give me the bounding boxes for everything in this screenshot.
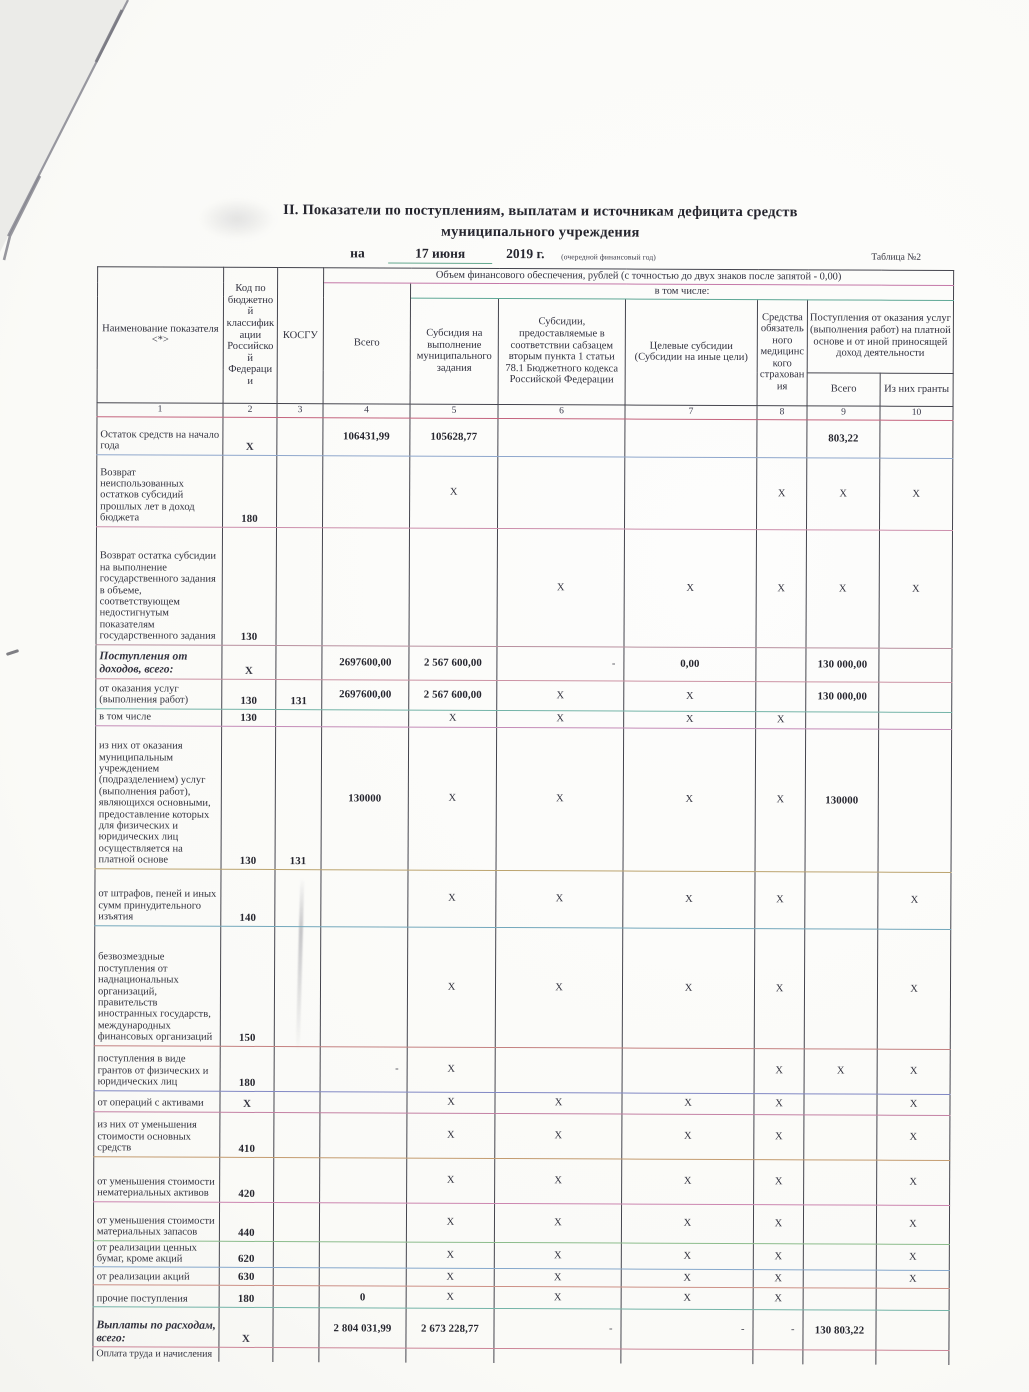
cell xyxy=(621,1349,753,1364)
cell xyxy=(322,527,410,645)
row-label: от реализации акций xyxy=(93,1267,219,1286)
cell: X xyxy=(755,871,805,928)
cell xyxy=(757,419,807,457)
row-label: Оплата труда и начисления xyxy=(93,1347,219,1362)
cell: 130 803,22 xyxy=(803,1310,876,1350)
cell xyxy=(409,528,498,646)
cell xyxy=(879,712,952,729)
cell xyxy=(273,1268,319,1286)
cell: 803,22 xyxy=(807,419,880,457)
cell: 130 000,00 xyxy=(806,681,879,711)
cell: X xyxy=(806,529,880,647)
cell: X xyxy=(878,872,951,929)
cell xyxy=(274,1112,320,1157)
cell: 620 xyxy=(219,1241,273,1268)
cell: - xyxy=(320,1046,407,1091)
cell: X xyxy=(407,1158,495,1203)
cell: - xyxy=(494,1309,621,1350)
col-number: 9 xyxy=(807,405,880,419)
cell: 410 xyxy=(220,1112,274,1157)
cell: 2 567 600,00 xyxy=(409,646,497,680)
cell xyxy=(273,1202,319,1241)
cell xyxy=(756,647,806,681)
cell xyxy=(495,1047,622,1093)
cell: 130 xyxy=(222,709,276,726)
row-label: от уменьшения стоимости нематериальных активов xyxy=(94,1156,220,1202)
col-number: 6 xyxy=(498,404,625,419)
date-year: 2019 г. xyxy=(506,246,545,262)
table-header xyxy=(97,267,954,420)
cell xyxy=(804,1114,877,1159)
cell: X xyxy=(877,929,951,1049)
cell: 2 804 031,99 xyxy=(319,1308,406,1348)
cell: 130 xyxy=(222,679,276,709)
cell: X xyxy=(494,1242,621,1269)
cell: X xyxy=(624,681,756,712)
cell: X xyxy=(622,1114,754,1160)
cell: 130 000,00 xyxy=(806,647,879,681)
cell xyxy=(805,871,878,928)
cell xyxy=(756,681,806,711)
cell: X xyxy=(622,1159,754,1205)
cell xyxy=(804,1159,877,1204)
cell: X xyxy=(754,1048,804,1093)
cell: 130 xyxy=(221,726,276,869)
row-label: от оказания услуг (выполнения работ) xyxy=(96,678,222,709)
date-value: 17 июня xyxy=(388,246,492,264)
cell: 105628,77 xyxy=(410,418,498,456)
cell xyxy=(277,455,323,527)
col-header-paid-services-group: Поступления от оказания услуг (выполнения работ) на платной основе и от иной приносящей доход деятельности xyxy=(807,299,953,373)
col-number: 10 xyxy=(880,406,953,420)
cell: X xyxy=(756,711,806,728)
cell: X xyxy=(621,1243,753,1270)
col-header-subsidy-municipal-task: Субсидия на выполнение муниципального задания xyxy=(410,298,498,404)
band-subtitle: в том числе: xyxy=(411,283,954,300)
page-title-line2: муниципального учреждения xyxy=(440,223,640,241)
cell: X xyxy=(494,1287,621,1310)
row-label: из них от уменьшения стоимости основных средств xyxy=(94,1111,220,1157)
cell xyxy=(319,1241,406,1268)
date-note: (очередной финансовый год) xyxy=(561,252,656,262)
cell: X xyxy=(877,1160,950,1205)
row-label: прочие поступления xyxy=(93,1285,219,1308)
cell xyxy=(275,869,321,926)
cell: X xyxy=(623,728,756,872)
row-label: от штрафов, пеней и иных сумм принудительного изъятия xyxy=(95,868,221,926)
cell xyxy=(277,417,323,455)
cell: X xyxy=(753,1288,803,1310)
cell xyxy=(319,1202,406,1241)
cell: X xyxy=(753,1243,803,1270)
col-number: 4 xyxy=(323,403,410,417)
cell: 420 xyxy=(220,1157,274,1202)
row-label: из них от оказания муниципальным учреждением (подразделением) услуг (выполнения работ), являющихся основными, предоставление которых для физических и юридических лиц осуществляется на платной основе xyxy=(95,725,222,869)
cell xyxy=(319,1348,406,1363)
row-label: от реализации ценных бумаг, кроме акций xyxy=(93,1240,219,1267)
cell: X xyxy=(219,1308,273,1348)
cell xyxy=(879,648,952,682)
cell xyxy=(276,527,323,645)
cell: X xyxy=(879,530,953,648)
cell: 131 xyxy=(275,726,322,869)
cell: 2 567 600,00 xyxy=(409,680,497,710)
cell: X xyxy=(222,645,276,679)
cell xyxy=(876,1351,949,1366)
cell: X xyxy=(877,1049,950,1094)
cell: 150 xyxy=(220,926,275,1046)
table-caption: Таблица №2 xyxy=(871,252,922,263)
cell xyxy=(803,1270,876,1288)
cell: 2697600,00 xyxy=(322,679,409,709)
cell: 131 xyxy=(276,679,322,709)
cell xyxy=(274,1046,320,1091)
col-header-omi-funds: Средства обязательного медицинского страхования xyxy=(757,299,807,405)
cell: X xyxy=(223,417,277,455)
cell xyxy=(803,1204,876,1243)
cell xyxy=(498,418,625,457)
cell: 180 xyxy=(220,1046,274,1091)
row-label: безвозмездные поступления от наднациональных организаций, правительств иностранных государств, международных финансовых организаций xyxy=(94,925,221,1046)
cell: X xyxy=(496,870,623,928)
cell xyxy=(803,1350,876,1365)
cell xyxy=(622,1048,754,1094)
cell: - xyxy=(753,1310,803,1350)
cell xyxy=(274,1091,320,1112)
cell: X xyxy=(406,1203,494,1242)
col-header-name: Наименование показателя <*> xyxy=(97,267,224,403)
col-header-paid-total: Всего xyxy=(807,372,880,405)
col-header-total: Всего xyxy=(323,283,411,404)
cell: X xyxy=(757,457,807,529)
cell xyxy=(273,1308,319,1348)
cell xyxy=(804,928,878,1048)
cell: X xyxy=(876,1271,949,1289)
cell: X xyxy=(409,710,497,727)
cell: 2 673 228,77 xyxy=(406,1309,494,1349)
cell: X xyxy=(495,1113,622,1159)
cell: X xyxy=(621,1204,753,1244)
cell: X xyxy=(408,727,497,870)
row-label: Выплаты по расходам, всего: xyxy=(93,1307,219,1348)
cell: X xyxy=(407,1113,495,1158)
col-number: 7 xyxy=(625,405,757,420)
cell: X xyxy=(495,1158,622,1204)
cell: X xyxy=(754,928,805,1048)
cell xyxy=(625,419,757,458)
cell: 130000 xyxy=(805,728,879,871)
cell xyxy=(494,1349,621,1364)
cell: X xyxy=(621,1269,753,1288)
col-number: 3 xyxy=(277,403,323,417)
cell xyxy=(273,1241,319,1268)
cell: X xyxy=(623,871,755,929)
cell: - xyxy=(621,1309,753,1350)
cell: X xyxy=(408,870,496,927)
cell xyxy=(273,1348,319,1363)
cell: X xyxy=(754,1114,804,1159)
col-number: 8 xyxy=(757,405,807,419)
col-number: 5 xyxy=(410,404,498,418)
cell: X xyxy=(807,457,880,529)
cell xyxy=(273,1286,319,1308)
cell xyxy=(625,457,757,530)
cell: 130000 xyxy=(321,726,409,869)
cell xyxy=(274,926,321,1046)
row-label: от операций с активами xyxy=(94,1090,220,1112)
cell: X xyxy=(407,927,496,1047)
row-label: поступления в виде грантов от физических и юридических лиц xyxy=(94,1045,220,1091)
cell: X xyxy=(220,1091,274,1112)
cell: 130 xyxy=(222,527,277,645)
cell: X xyxy=(494,1203,621,1243)
date-prefix: на xyxy=(350,245,365,261)
cell xyxy=(320,1112,407,1157)
row-label: Остаток средств на начало года xyxy=(97,416,223,455)
cell xyxy=(323,455,410,527)
cell: X xyxy=(497,710,624,728)
cell xyxy=(876,1311,949,1351)
cell: X xyxy=(495,927,623,1048)
cell: 630 xyxy=(219,1268,273,1286)
cell: 140 xyxy=(221,869,275,926)
cell xyxy=(753,1350,803,1365)
cell xyxy=(320,1157,407,1202)
cell xyxy=(878,729,952,872)
cell: X xyxy=(497,528,625,647)
cell: X xyxy=(494,1269,621,1288)
cell: - xyxy=(497,646,624,681)
cell: 106431,99 xyxy=(323,417,410,455)
cell: X xyxy=(406,1242,494,1269)
cell xyxy=(803,1243,876,1270)
cell: X xyxy=(496,727,624,871)
cell: X xyxy=(754,1093,804,1114)
cell: 180 xyxy=(219,1286,273,1308)
cell: X xyxy=(804,1048,877,1093)
cell xyxy=(804,1093,877,1114)
cell: X xyxy=(406,1269,494,1287)
cell xyxy=(276,645,322,679)
cell: X xyxy=(880,458,953,530)
cell xyxy=(406,1349,494,1364)
row-label: Возврат остатка субсидии на выполнение государственного задания в объеме, соответствующем недостигнутым показателям государственного задания xyxy=(96,526,223,645)
cell: X xyxy=(753,1270,803,1288)
cell: X xyxy=(495,1092,622,1114)
cell: X xyxy=(624,529,757,648)
cell xyxy=(879,682,952,712)
cell xyxy=(321,869,408,926)
cell: X xyxy=(756,529,807,647)
row-label: Возврат неиспользованных остатков субсидий прошлых лет в доход бюджета xyxy=(97,454,223,527)
cell: 180 xyxy=(223,455,277,527)
cell: X xyxy=(877,1115,950,1160)
cell xyxy=(320,926,408,1046)
cell xyxy=(276,709,322,726)
cell: X xyxy=(754,1159,804,1204)
cell xyxy=(806,711,879,728)
col-header-paid-grants: Из них гранты xyxy=(880,373,953,406)
cell: X xyxy=(621,1287,753,1310)
cell: X xyxy=(876,1205,949,1244)
cell: 2697600,00 xyxy=(322,645,409,679)
cell: X xyxy=(410,456,498,528)
col-header-budget-code: Код по бюджетной классификации Российской Федерации xyxy=(223,267,278,403)
cell xyxy=(274,1157,320,1202)
cell: X xyxy=(877,1094,950,1115)
row-label: Поступления от доходов, всего: xyxy=(96,644,222,679)
cell: X xyxy=(407,1047,495,1092)
col-header-target-subsidies: Целевые субсидии (Субсидии на иные цели) xyxy=(625,299,757,406)
row-label: в том числе xyxy=(96,708,222,726)
cell: X xyxy=(497,680,624,711)
cell xyxy=(498,456,625,529)
cell: X xyxy=(406,1287,494,1309)
row-label: от уменьшения стоимости материальных запасов xyxy=(93,1201,219,1241)
col-header-subsidy-78-1: Субсидии, предоставляемые в соответствии сабзацем вторым пункта 1 статьи 78.1 Бюджетного кодекса Российской Федерации xyxy=(498,298,625,405)
cell: X xyxy=(622,928,755,1049)
cell: X xyxy=(876,1244,949,1271)
cell: 0 xyxy=(319,1286,406,1308)
cell xyxy=(319,1268,406,1286)
cell: X xyxy=(407,1092,495,1113)
cell: 440 xyxy=(219,1202,273,1241)
cell xyxy=(803,1288,876,1310)
cell: X xyxy=(624,711,756,729)
cell: X xyxy=(622,1093,754,1115)
cell xyxy=(219,1348,273,1363)
cell xyxy=(876,1289,949,1311)
cell xyxy=(320,1091,407,1112)
cell: X xyxy=(753,1204,803,1243)
cell: 0,00 xyxy=(624,647,756,682)
cell xyxy=(322,709,409,726)
col-number: 2 xyxy=(223,403,277,417)
financial-table xyxy=(92,266,954,1365)
band-title: Объем финансового обеспечения, рублей (с точностью до двух знаков после запятой - 0,00) xyxy=(324,268,954,286)
col-number: 1 xyxy=(97,402,223,417)
cell: X xyxy=(755,728,806,871)
table-body xyxy=(93,416,953,1365)
cell xyxy=(880,420,953,458)
col-header-kosgu: КОСГУ xyxy=(277,268,324,404)
page-title-line1: II. Показатели по поступлениям, выплатам и источникам дефицита средств xyxy=(283,202,798,221)
